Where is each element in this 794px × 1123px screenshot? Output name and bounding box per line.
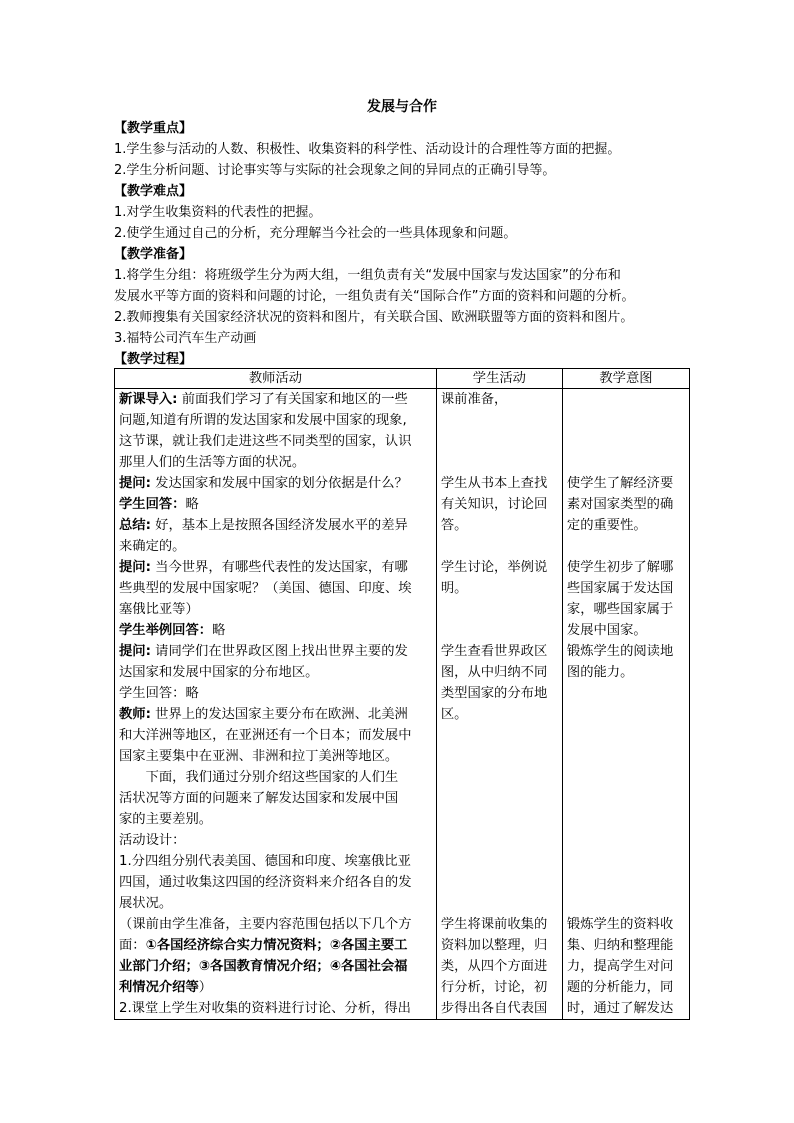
teaching-process-table <box>114 368 690 1020</box>
section-heading: 【教学重点】 <box>114 121 193 136</box>
intent-text-line: 使学生了解经济要 <box>566 476 674 491</box>
student-text-line <box>441 746 558 767</box>
teacher-text-line <box>119 662 432 683</box>
text-segment: 2.课堂上学生对收集的资料进行讨论、分析，得出 <box>119 1001 411 1016</box>
student-text-line <box>441 767 558 788</box>
teacher-text-line <box>119 851 432 872</box>
intent-text-line: 使学生初步了解哪 <box>566 560 674 575</box>
column-header-student: 学生活动 <box>436 369 562 389</box>
paragraph-line: 1.将学生分组：将班级学生分为两大组，一组负责有关“发展中国家与发达国家”的分布和 <box>114 268 621 283</box>
text-segment: 来确定的。 <box>119 539 186 554</box>
paragraph-line: 2.使学生通过自己的分析，充分理解当今社会的一些具体现象和问题。 <box>114 226 517 241</box>
paragraph-line: 3.福特公司汽车生产动画 <box>114 331 257 346</box>
text-segment: 那里人们的生活等方面的状况。 <box>119 455 306 470</box>
paragraph-line: 1.学生参与活动的人数、积极性、收集资料的科学性、活动设计的合理性等方面的把握。 <box>114 142 621 157</box>
text-segment: 略 <box>185 497 199 512</box>
table-header-row <box>115 369 690 389</box>
text-segment: 达国家和发展中国家的分布地区。 <box>119 665 319 680</box>
intent-text-line <box>567 683 685 704</box>
section-heading: 【教学准备】 <box>114 247 193 262</box>
teacher-text-line <box>119 788 432 809</box>
student-text-line: 图，从中归纳不同 <box>440 665 548 680</box>
student-text-line <box>441 536 558 557</box>
teacher-text-line <box>119 977 432 998</box>
text-segment: 世界上的发达国家主要分布在欧洲、北美洲 <box>150 707 408 722</box>
section-preparation <box>114 244 690 349</box>
student-activity-cell <box>436 389 562 1020</box>
intent-text-line: 时，通过了解发达 <box>566 1001 674 1016</box>
student-text-line <box>441 893 558 914</box>
intent-text-line <box>567 767 685 788</box>
intent-text-line <box>567 851 685 872</box>
student-text-line <box>441 872 558 893</box>
student-text-line: 有关知识，讨论回 <box>440 497 548 512</box>
student-text-line: 步得出各自代表国 <box>440 1001 548 1016</box>
teacher-text-line <box>119 914 432 935</box>
intent-text-line <box>567 872 685 893</box>
text-segment: 新课导入: <box>119 392 178 407</box>
text-segment: 学生回答：略 <box>119 686 199 701</box>
paragraph-line: 发展水平等方面的资料和问题的讨论，一组负责有关“国际合作”方面的资料和问题的分析。 <box>114 289 635 304</box>
text-segment: 学生回答： <box>119 497 186 512</box>
intent-text-line: 发展中国家。 <box>566 623 647 638</box>
text-segment: ） <box>198 980 213 995</box>
intent-text-line <box>567 893 685 914</box>
text-segment: 和大洋洲等地区，在亚洲还有一个日本；而发展中 <box>119 728 412 743</box>
teacher-text-line <box>119 536 432 557</box>
section-process <box>114 349 690 370</box>
intent-text-line <box>567 788 685 809</box>
text-segment: 面： <box>119 938 146 953</box>
text-segment: 当今世界，有哪些代表性的发达国家，有哪 <box>150 560 408 575</box>
teacher-text-line <box>119 893 432 914</box>
text-segment: 问题,知道有所谓的发达国家和发展中国家的现象, <box>119 413 407 428</box>
intent-text-line: 图的能力。 <box>566 665 634 680</box>
text-segment: 业部门介绍；③各国教育情况介绍；④各国社会福 <box>119 959 408 974</box>
intent-text-line: 力，提高学生对问 <box>566 959 674 974</box>
table-row <box>115 389 690 1020</box>
text-segment: 这节课，就让我们走进这些不同类型的国家，认识 <box>119 434 412 449</box>
teacher-text-line <box>119 809 432 830</box>
teacher-text-line <box>119 431 432 452</box>
text-segment: 提问: <box>119 560 151 575</box>
text-segment: 下面，我们通过分别介绍这些国家的人们生 <box>119 770 399 785</box>
intent-text-line <box>567 431 685 452</box>
teacher-text-line <box>119 683 432 704</box>
text-segment: 国家主要集中在亚洲、非洲和拉丁美洲等地区。 <box>119 749 399 764</box>
teacher-text-line <box>119 389 432 410</box>
teacher-text-line <box>119 830 432 851</box>
student-text-line <box>441 410 558 431</box>
text-segment: 活状况等方面的问题来了解发达国家和发展中国 <box>119 791 399 806</box>
student-text-line: 类型国家的分布地 <box>440 686 548 701</box>
paragraph-line: 2.教师搜集有关国家经济状况的资料和图片，有关联合国、欧洲联盟等方面的资料和图片。 <box>114 310 634 325</box>
teacher-text-line <box>119 578 432 599</box>
teacher-text-line <box>119 473 432 494</box>
teacher-text-line <box>119 767 432 788</box>
text-segment: 家的主要差别。 <box>119 812 213 827</box>
teacher-text-line <box>119 557 432 578</box>
teacher-text-line <box>119 452 432 473</box>
student-text-line: 课前准备， <box>440 392 508 407</box>
student-text-line: 学生将课前收集的 <box>440 917 548 932</box>
text-segment: 学生举例回答： <box>119 623 213 638</box>
teacher-text-line <box>119 641 432 662</box>
teacher-text-line <box>119 998 432 1019</box>
intent-text-line <box>567 746 685 767</box>
intent-text-line: 锻炼学生的阅读地 <box>566 644 674 659</box>
text-segment: 提问: <box>119 476 151 491</box>
paragraph-line: 1.对学生收集资料的代表性的把握。 <box>114 205 322 220</box>
teacher-text-line <box>119 935 432 956</box>
text-segment: 前面我们学习了有关国家和地区的一些 <box>177 392 408 407</box>
student-text-line: 学生查看世界政区 <box>440 644 548 659</box>
teacher-text-line <box>119 746 432 767</box>
text-segment: 提问: <box>119 644 151 659</box>
student-text-line <box>441 830 558 851</box>
student-text-line <box>441 725 558 746</box>
teacher-text-line <box>119 725 432 746</box>
student-text-line: 类，从四个方面进 <box>440 959 548 974</box>
text-segment: 教师: <box>119 707 151 722</box>
text-segment: （课前由学生准备，主要内容范围包括以下几个方 <box>119 917 412 932</box>
student-text-line <box>441 599 558 620</box>
student-text-line <box>441 431 558 452</box>
teaching-intent-cell <box>562 389 689 1020</box>
student-text-line: 区。 <box>440 707 468 722</box>
text-segment: 好，基本上是按照各国经济发展水平的差异 <box>150 518 408 533</box>
intent-text-line <box>567 410 685 431</box>
text-segment: 利情况介绍等 <box>119 980 199 995</box>
text-segment: 活动设计： <box>119 833 186 848</box>
document-page <box>114 96 690 370</box>
text-segment: 1.分四组分别代表美国、德国和印度、埃塞俄比亚 <box>119 854 411 869</box>
student-text-line <box>441 452 558 473</box>
student-text-line <box>441 851 558 872</box>
intent-text-line: 集、归纳和整理能 <box>566 938 674 953</box>
intent-text-line <box>567 725 685 746</box>
intent-text-line: 素对国家类型的确 <box>566 497 674 512</box>
text-segment: 发达国家和发展中国家的划分依据是什么？ <box>150 476 408 491</box>
column-header-intent: 教学意图 <box>562 369 689 389</box>
teacher-text-line <box>119 599 432 620</box>
document-title: 发展与合作 <box>367 99 437 115</box>
intent-text-line: 些国家属于发达国 <box>566 581 674 596</box>
teacher-text-line <box>119 494 432 515</box>
text-segment: 展状况。 <box>119 896 173 911</box>
teacher-text-line <box>119 704 432 725</box>
text-segment: 略 <box>212 623 226 638</box>
teacher-text-line <box>119 410 432 431</box>
section-heading: 【教学过程】 <box>114 352 193 367</box>
student-text-line <box>441 620 558 641</box>
column-header-teacher: 教师活动 <box>115 369 437 389</box>
student-text-line: 学生讨论，举例说 <box>440 560 548 575</box>
text-segment: 总结: <box>119 518 151 533</box>
text-segment: 塞俄比亚等） <box>119 602 199 617</box>
intent-text-line <box>567 830 685 851</box>
intent-text-line <box>567 809 685 830</box>
teacher-text-line <box>119 872 432 893</box>
paragraph-line: 2.学生分析问题、讨论事实等与实际的社会现象之间的异同点的正确引导等。 <box>114 163 556 178</box>
section-focus <box>114 118 690 181</box>
student-text-line: 资料加以整理，归 <box>440 938 548 953</box>
teacher-activity-cell <box>115 389 437 1020</box>
intent-text-line <box>567 452 685 473</box>
text-segment: 请同学们在世界政区图上找出世界主要的发 <box>150 644 408 659</box>
text-segment: 些典型的发展中国家呢？（美国、德国、印度、埃 <box>119 581 412 596</box>
text-segment: ①各国经济综合实力情况资料；②各国主要工 <box>145 938 408 953</box>
intent-text-line: 题的分析能力，同 <box>566 980 674 995</box>
student-text-line <box>441 809 558 830</box>
student-text-line: 行分析，讨论，初 <box>440 980 548 995</box>
student-text-line: 答。 <box>440 518 468 533</box>
intent-text-line: 家，哪些国家属于 <box>566 602 674 617</box>
teacher-text-line <box>119 956 432 977</box>
section-difficulty <box>114 181 690 244</box>
section-heading: 【教学难点】 <box>114 184 193 199</box>
intent-text-line <box>567 536 685 557</box>
intent-text-line: 锻炼学生的资料收 <box>566 917 674 932</box>
student-text-line: 学生从书本上查找 <box>440 476 548 491</box>
text-segment: 四国，通过收集这四国的经济资料来介绍各自的发 <box>119 875 412 890</box>
teacher-text-line <box>119 620 432 641</box>
student-text-line: 明。 <box>440 581 468 596</box>
intent-text-line <box>567 704 685 725</box>
teacher-text-line <box>119 515 432 536</box>
intent-text-line <box>567 389 685 410</box>
intent-text-line: 定的重要性。 <box>566 518 647 533</box>
student-text-line <box>441 788 558 809</box>
